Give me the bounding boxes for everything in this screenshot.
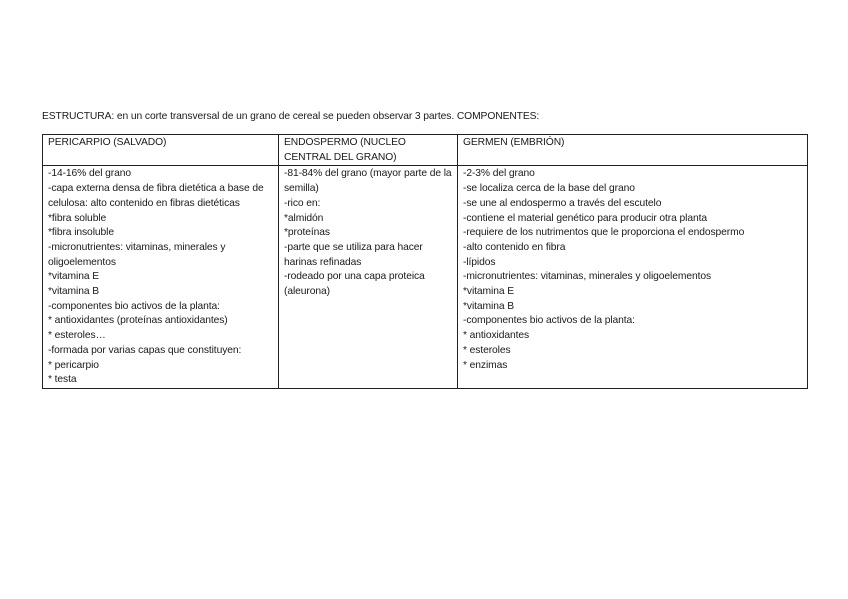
endospermo-line: -parte que se utiliza para hacer harinas refinadas: [284, 241, 423, 268]
germen-line: * antioxidantes: [463, 330, 530, 342]
germen-line: * enzimas: [463, 359, 508, 371]
germen-line: -2-3% del grano: [463, 168, 535, 180]
pericarpio-line: *fibra insoluble: [48, 227, 114, 239]
header-pericarpio: [43, 135, 279, 166]
pericarpio-line: * antioxidantes (proteínas antioxidantes): [48, 315, 228, 327]
germen-line: -se localiza cerca de la base del grano: [463, 183, 635, 195]
germen-line: -requiere de los nutrimentos que le proporciona el endospermo: [463, 227, 745, 239]
header-endospermo: [279, 135, 458, 166]
pericarpio-line: *vitamina E: [48, 271, 99, 283]
pericarpio-line: -14-16% del grano: [48, 168, 132, 180]
table-body-row: [43, 166, 808, 389]
germen-line: *vitamina E: [463, 286, 514, 298]
structure-table: [42, 134, 808, 389]
header-germen-label: GERMEN (EMBRIÓN): [463, 137, 565, 148]
pericarpio-line: -formada por varias capas que constituyen:: [48, 344, 242, 356]
germen-line: -contiene el material genético para producir otra planta: [463, 212, 707, 224]
header-pericarpio-label: PERICARPIO (SALVADO): [48, 137, 167, 148]
header-endospermo-label: ENDOSPERMO (NUCLEO CENTRAL DEL GRANO): [284, 137, 406, 163]
cell-germen: [458, 166, 808, 389]
pericarpio-line: -micronutrientes: vitaminas, minerales y oligoelementos: [48, 241, 226, 268]
germen-line: -se une al endospermo a través del escutelo: [463, 197, 662, 209]
cell-pericarpio: [43, 166, 279, 389]
intro-text: ESTRUCTURA: en un corte transversal de un grano de cereal se pueden observar 3 partes. COMPONENTES:: [42, 111, 540, 122]
endospermo-line: -rico en:: [284, 197, 321, 209]
endospermo-line: *almidón: [284, 212, 324, 224]
endospermo-line: *proteínas: [284, 227, 330, 239]
pericarpio-line: -componentes bio activos de la planta:: [48, 300, 220, 312]
pericarpio-line: *vitamina B: [48, 286, 99, 298]
cell-endospermo: [279, 166, 458, 389]
pericarpio-line: *fibra soluble: [48, 212, 107, 224]
germen-line: * esteroles: [463, 344, 511, 356]
pericarpio-line: -capa externa densa de fibra dietética a base de celulosa: alto contenido en fibras dietéticas: [48, 183, 264, 209]
pericarpio-line: * esteroles…: [48, 330, 106, 342]
germen-line: *vitamina B: [463, 300, 514, 312]
germen-line: -micronutrientes: vitaminas, minerales y oligoelementos: [463, 271, 712, 283]
header-germen: [458, 135, 808, 166]
endospermo-line: -81-84% del grano (mayor parte de la semilla): [284, 168, 452, 195]
germen-line: -lípidos: [463, 256, 496, 268]
pericarpio-line: * testa: [48, 374, 77, 386]
endospermo-line: -rodeado por una capa proteica (aleurona): [284, 271, 425, 298]
germen-line: -componentes bio activos de la planta:: [463, 315, 635, 327]
table-header-row: [43, 135, 808, 166]
germen-line: -alto contenido en fibra: [463, 241, 566, 253]
pericarpio-line: * pericarpio: [48, 359, 99, 371]
